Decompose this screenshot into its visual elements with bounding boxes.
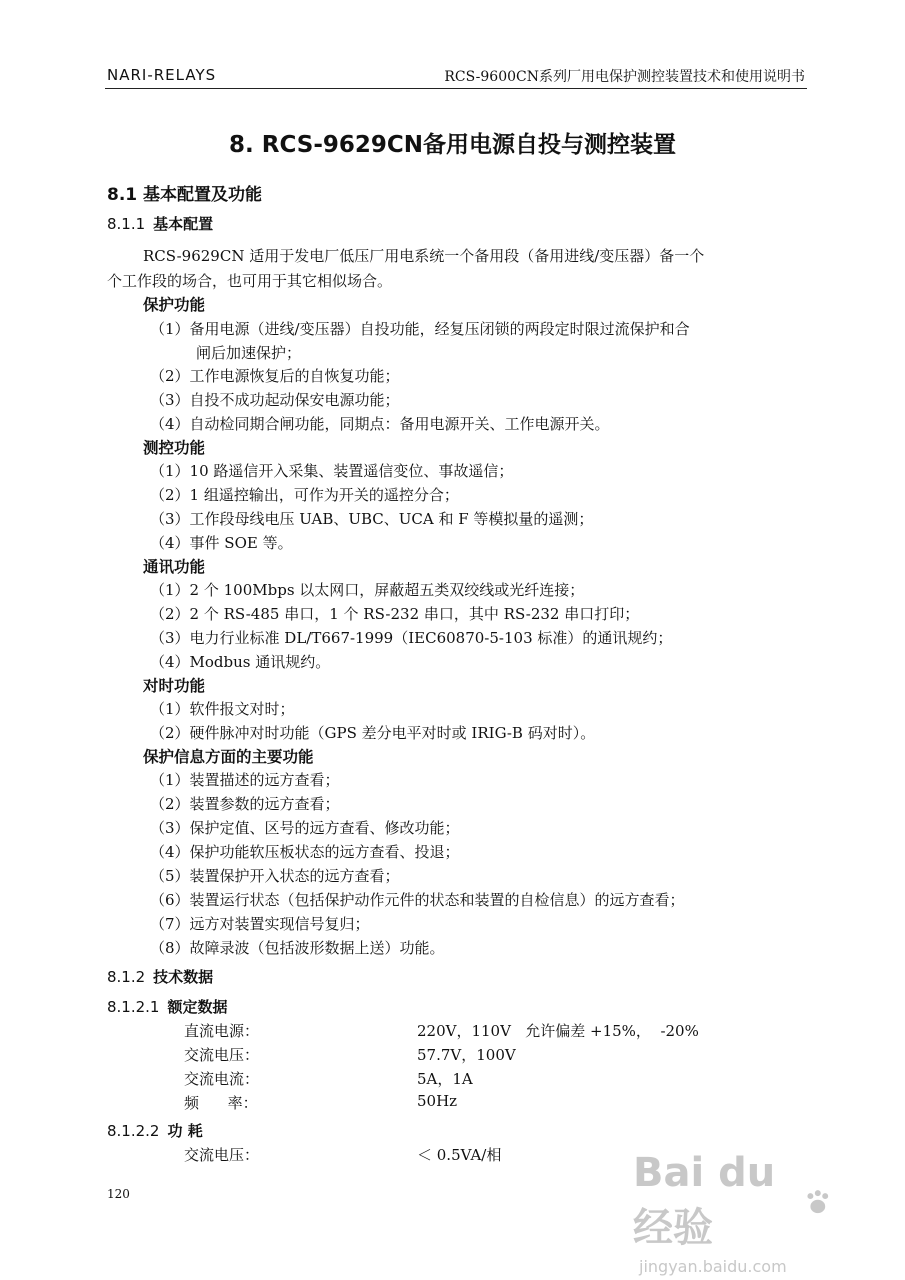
- spec-value: 50Hz: [417, 1092, 458, 1110]
- section-8-1-2-2: [107, 1120, 203, 1141]
- page-title: 8. RCS-9629CN备用电源自投与测控装置: [228, 132, 677, 158]
- section-8-1-2: [107, 966, 213, 987]
- list-item: （4）事件 SOE 等。: [150, 534, 293, 552]
- list-item: （2）装置参数的远方查看；: [150, 795, 340, 813]
- spec-value: 57.7V，100V: [417, 1046, 516, 1064]
- list-item: （1）2 个 100Mbps 以太网口，屏蔽超五类双绞线或光纤连接；: [150, 581, 585, 599]
- baidu-watermark: [633, 1150, 833, 1276]
- list-item: （2）硬件脉冲对时功能（GPS 差分电平对时或 IRIG-B 码对时）。: [150, 724, 596, 742]
- list-item: （2）1 组遥控输出，可作为开关的遥控分合；: [150, 486, 459, 504]
- header-left: NARI-RELAYS: [107, 66, 217, 84]
- section-label: 技术数据: [153, 968, 214, 986]
- section-label: 基本配置: [153, 215, 214, 233]
- watermark-logo: [633, 1150, 833, 1253]
- list-item: （6）装置运行状态（包括保护动作元件的状态和装置的自检信息）的远方查看；: [150, 891, 685, 909]
- communication-title: 通讯功能: [143, 558, 206, 576]
- list-item: （3）保护定值、区号的远方查看、修改功能；: [150, 819, 460, 837]
- list-item: （3）自投不成功起动保安电源功能；: [150, 391, 400, 409]
- spec-label: 交流电压：: [184, 1146, 260, 1164]
- list-item: （5）装置保护开入状态的远方查看；: [150, 867, 400, 885]
- section-number: 8.1.1: [107, 215, 146, 233]
- measurement-title: 测控功能: [143, 439, 206, 457]
- section-number: 8.1.2.1: [107, 998, 160, 1016]
- section-8-1: 8.1 基本配置及功能: [107, 185, 263, 205]
- section-number: 8.1.2: [107, 968, 146, 986]
- spec-label: 交流电压：: [184, 1046, 260, 1064]
- intro-line-2: 个工作段的场合，也可用于其它相似场合。: [107, 272, 393, 290]
- watermark-url: jingyan.baidu.com: [639, 1257, 787, 1276]
- header-rule: [105, 88, 807, 89]
- list-item: 闸后加速保护；: [196, 344, 302, 362]
- section-label: 额定数据: [167, 998, 228, 1016]
- spec-value: 5A，1A: [417, 1070, 473, 1088]
- spec-label: 交流电流：: [184, 1070, 260, 1088]
- watermark-logo-text: Bai du 经验: [633, 1150, 776, 1251]
- list-item: （1）备用电源（进线/变压器）自投功能，经复压闭锁的两段定时限过流保护和合: [150, 320, 690, 338]
- section-8-1-1: [107, 213, 213, 234]
- paw-icon: [803, 1181, 833, 1223]
- protection-title: 保护功能: [143, 296, 206, 314]
- list-item: （3）工作段母线电压 UAB、UBC、UCA 和 F 等模拟量的遥测；: [150, 510, 594, 528]
- list-item: （1）软件报文对时；: [150, 700, 295, 718]
- intro-line-1: RCS-9629CN 适用于发电厂低压厂用电系统一个备用段（备用进线/变压器）备一个: [143, 247, 705, 265]
- spec-value: ＜ 0.5VA/相: [417, 1146, 502, 1164]
- section-label: 功 耗: [167, 1122, 203, 1140]
- spec-label: 直流电源：: [184, 1022, 260, 1040]
- list-item: （1）10 路遥信开入采集、装置遥信变位、事故遥信；: [150, 462, 514, 480]
- list-item: （4）自动检同期合闸功能，同期点：备用电源开关、工作电源开关。: [150, 415, 610, 433]
- list-item: （2）2 个 RS-485 串口，1 个 RS-232 串口，其中 RS-232 串口打印；: [150, 605, 640, 623]
- list-item: （4）Modbus 通讯规约。: [150, 653, 331, 671]
- info-title: 保护信息方面的主要功能: [143, 748, 314, 766]
- list-item: （1）装置描述的远方查看；: [150, 771, 340, 789]
- spec-label: 频 率：: [184, 1094, 258, 1112]
- timesync-title: 对时功能: [143, 677, 206, 695]
- spec-value: 220V，110V 允许偏差 +15%， -20%: [417, 1022, 699, 1040]
- list-item: （2）工作电源恢复后的自恢复功能；: [150, 367, 400, 385]
- page-number: 120: [107, 1187, 130, 1201]
- list-item: （4）保护功能软压板状态的远方查看、投退；: [150, 843, 460, 861]
- section-8-1-2-1: [107, 996, 228, 1017]
- section-number: 8.1.2.2: [107, 1122, 160, 1140]
- list-item: （8）故障录波（包括波形数据上送）功能。: [150, 939, 445, 957]
- list-item: （3）电力行业标准 DL/T667-1999（IEC60870-5-103 标准）的通讯规约；: [150, 629, 673, 647]
- header-right: RCS-9600CN系列厂用电保护测控装置技术和使用说明书: [444, 69, 805, 85]
- list-item: （7）远方对装置实现信号复归；: [150, 915, 370, 933]
